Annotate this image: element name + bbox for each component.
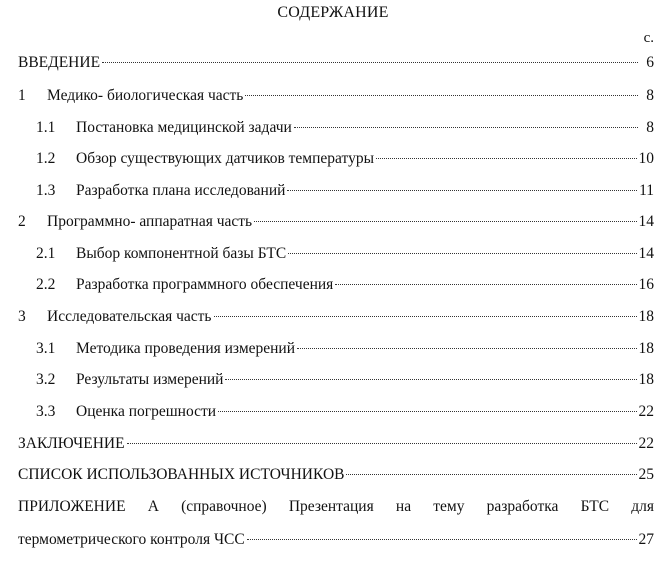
toc-entry-number: 3.1: [36, 340, 56, 357]
page-title: СОДЕРЖАНИЕ: [277, 4, 389, 21]
toc-entry-title: Исследовательская часть: [47, 308, 212, 325]
dot-leader: [218, 411, 636, 412]
dot-leader: [245, 95, 638, 96]
appendix-entry-line1[interactable]: ПРИЛОЖЕНИЕ А (справочное) Презентация на тему разработка БТС для: [18, 498, 654, 515]
toc-entry-appendix[interactable]: [18, 529, 654, 551]
dot-leader: [287, 190, 637, 191]
toc-entry[interactable]: [18, 211, 654, 233]
toc-entry[interactable]: [36, 117, 654, 139]
dot-leader: [127, 443, 637, 444]
toc-entry-page: 8: [646, 119, 654, 136]
toc-entry[interactable]: [36, 369, 654, 391]
dot-leader: [102, 62, 638, 63]
toc-entry-page: 18: [638, 340, 654, 357]
dot-leader: [247, 539, 637, 540]
dot-leader: [225, 379, 636, 380]
toc-entry-title: термометрического контроля ЧСС: [18, 531, 245, 548]
toc-entry[interactable]: [36, 338, 654, 360]
toc-entry-page: 22: [638, 435, 654, 452]
toc-entry-number: 3.3: [36, 403, 56, 420]
toc-entry-page: 11: [639, 182, 654, 199]
toc-entry[interactable]: [18, 464, 654, 486]
toc-entry-page: 27: [638, 531, 654, 548]
toc-entry-title: Разработка программного обеспечения: [76, 276, 334, 293]
toc-entry[interactable]: [18, 85, 654, 107]
toc-entry-number: 2.2: [36, 276, 56, 293]
dot-leader: [214, 316, 637, 317]
toc-entry-page: 10: [638, 150, 654, 167]
toc-entry-number: 1: [18, 87, 26, 104]
toc-entry-number: 3: [18, 308, 26, 325]
toc-entry[interactable]: [18, 52, 654, 74]
toc-entry-number: 1.3: [36, 182, 56, 199]
toc-entry-number: 1.1: [36, 119, 56, 136]
dot-leader: [254, 221, 636, 222]
toc-entry-title: Постановка медицинской задачи: [76, 119, 292, 136]
toc-entry-title: Оценка погрешности: [76, 403, 217, 420]
toc-entry-title: Разработка плана исследований: [76, 182, 286, 199]
toc-entry-number: 2: [18, 213, 26, 230]
toc-entry-page: 8: [646, 87, 654, 104]
toc-entry-title: ЗАКЛЮЧЕНИЕ: [18, 435, 125, 452]
dot-leader: [294, 127, 638, 128]
toc-entry-title: Выбор компонентной базы БТС: [76, 245, 287, 262]
toc-entry-number: 2.1: [36, 245, 56, 262]
toc-entry[interactable]: [36, 274, 654, 296]
toc-entry-title: Программно- аппаратная часть: [47, 213, 253, 230]
dot-leader: [346, 474, 636, 475]
toc-entry-page: 25: [638, 466, 654, 483]
dot-leader: [376, 158, 636, 159]
toc-entry-page: 16: [638, 276, 654, 293]
toc-entry-page: 6: [646, 54, 654, 71]
dot-leader: [335, 284, 636, 285]
toc-entry-title: СПИСОК ИСПОЛЬЗОВАННЫХ ИСТОЧНИКОВ: [18, 466, 345, 483]
dot-leader: [288, 253, 636, 254]
toc-entry-page: 18: [638, 308, 654, 325]
toc-entry-number: 1.2: [36, 150, 56, 167]
toc-entry[interactable]: [36, 180, 654, 202]
toc-entry[interactable]: [36, 148, 654, 170]
toc-entry-title: ВВЕДЕНИЕ: [18, 54, 101, 71]
toc-entry[interactable]: [18, 433, 654, 455]
toc-entry[interactable]: [36, 243, 654, 265]
toc-entry-title: Обзор существующих датчиков температуры: [76, 150, 375, 167]
toc-entry-number: 3.2: [36, 371, 56, 388]
dot-leader: [297, 348, 636, 349]
toc-entry-page: 22: [638, 403, 654, 420]
toc-entry-title: Методика проведения измерений: [76, 340, 296, 357]
toc-entry-title: Результаты измерений: [76, 371, 224, 388]
toc-entry-page: 14: [638, 213, 654, 230]
toc-entry-title: Медико- биологическая часть: [47, 87, 244, 104]
toc-entry-page: 18: [638, 371, 654, 388]
toc-entry[interactable]: [36, 401, 654, 423]
toc-entry-page: 14: [638, 245, 654, 262]
page-column-label: с.: [643, 30, 654, 46]
toc-entry[interactable]: [18, 306, 654, 328]
